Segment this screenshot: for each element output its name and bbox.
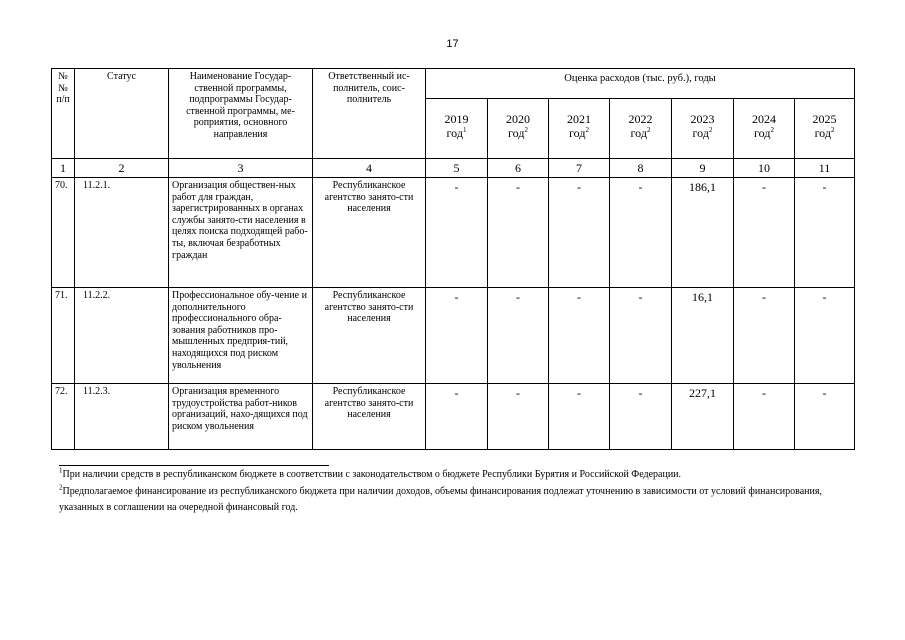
- footnote-text: Предполагаемое финансирование из республиканского бюджета при наличии доходов, объемы финансирования подлежат уточнению в зависимости от условий финансирования, указанных в соглашении на очередной финансовый год.: [59, 485, 822, 513]
- footnote-mark: 2: [646, 126, 651, 134]
- row-status: 11.2.3.: [75, 384, 169, 450]
- row-value: -: [795, 288, 855, 384]
- column-number-cell: 9: [672, 159, 734, 178]
- column-numbers-row: [52, 159, 855, 178]
- year-value: 2021: [567, 112, 591, 126]
- row-value: 186,1: [672, 178, 734, 288]
- column-number-cell: 5: [426, 159, 488, 178]
- row-value: -: [488, 384, 549, 450]
- footnote: [59, 484, 859, 517]
- row-number: 70.: [52, 178, 75, 288]
- row-value: -: [734, 384, 795, 450]
- row-value: -: [549, 288, 610, 384]
- row-value: -: [795, 178, 855, 288]
- year-value: 2023: [690, 112, 715, 126]
- footnotes: [59, 465, 859, 517]
- budget-table: [51, 68, 855, 450]
- year-value: 2020: [506, 112, 530, 126]
- footnote-mark: 2: [585, 126, 589, 134]
- year-value: 2022: [628, 112, 653, 126]
- column-number-cell: 11: [795, 159, 855, 178]
- header-year-2024: [734, 99, 795, 159]
- header-row-top: [52, 69, 855, 99]
- row-value: -: [734, 178, 795, 288]
- footnote-mark: 2: [770, 126, 774, 134]
- row-value: 16,1: [672, 288, 734, 384]
- year-word: год: [692, 126, 709, 140]
- header-year-2021: [549, 99, 610, 159]
- row-executor: Республиканское агентство занято-сти населения: [313, 288, 426, 384]
- column-number-cell: 3: [169, 159, 313, 178]
- footnote-text: При наличии средств в республиканском бюджете в соответствии с законодательством о бюджете Республики Бурятия и Российской Федерации.: [62, 469, 682, 480]
- row-executor: Республиканское агентство занято-сти населения: [313, 178, 426, 288]
- table-row: [52, 384, 855, 450]
- column-number-cell: 8: [610, 159, 672, 178]
- row-name: Организация обществен-ных работ для граждан, зарегистрированных в органах службы занято-сти населения в целях поиска подходящей рабо-ты, включая безработных граждан: [169, 178, 313, 288]
- year-value: 2024: [752, 112, 776, 126]
- row-value: -: [610, 384, 672, 450]
- row-value: -: [488, 178, 549, 288]
- row-value: -: [795, 384, 855, 450]
- header-year-2022: [610, 99, 672, 159]
- page-number: 17: [446, 38, 459, 50]
- column-number-cell: 2: [75, 159, 169, 178]
- row-executor: Республиканское агентство занято-сти населения: [313, 384, 426, 450]
- row-name: Профессиональное обу-чение и дополнительного профессионального обра-зования работников про-мышленных предприя-тий, находящихся под риском увольнения: [169, 288, 313, 384]
- row-value: -: [610, 288, 672, 384]
- row-value: -: [488, 288, 549, 384]
- footnote-mark: 1: [59, 466, 63, 475]
- table-row: [52, 178, 855, 288]
- year-word: год: [630, 126, 647, 140]
- header-year-2025: [795, 99, 855, 159]
- header-col-status: Статус: [75, 69, 169, 159]
- footnote-separator: [59, 465, 329, 466]
- footnote: [59, 467, 859, 484]
- row-number: 71.: [52, 288, 75, 384]
- header-year-2019: [426, 99, 488, 159]
- year-value: 2019: [444, 112, 469, 126]
- row-value: 227,1: [672, 384, 734, 450]
- footnote-mark: 1: [462, 126, 467, 134]
- footnote-mark: 2: [830, 126, 835, 134]
- header-year-2023: [672, 99, 734, 159]
- header-estimate: Оценка расходов (тыс. руб.), годы: [426, 69, 855, 99]
- row-name: Организация временного трудоустройства работ-ников организаций, нахо-дящихся под риском увольнения: [169, 384, 313, 450]
- column-number-cell: 7: [549, 159, 610, 178]
- year-value: 2025: [812, 112, 837, 126]
- row-value: -: [426, 384, 488, 450]
- header-col-name: Наименование Государ-ственной программы, подпрограммы Государ-ственной программы, ме-роприятия, основного направления: [169, 69, 313, 159]
- year-word: год: [508, 126, 525, 140]
- header-col-executor: Ответственный ис-полнитель, соис-полнитель: [313, 69, 426, 159]
- header-col-number: № № п/п: [52, 69, 75, 159]
- year-word: год: [446, 126, 463, 140]
- row-status: 11.2.2.: [75, 288, 169, 384]
- year-word: год: [754, 126, 771, 140]
- footnote-mark: 2: [59, 483, 63, 492]
- year-word: год: [569, 126, 586, 140]
- footnote-mark: 2: [708, 126, 713, 134]
- table-body: [52, 178, 855, 450]
- column-number-cell: 6: [488, 159, 549, 178]
- table-row: [52, 288, 855, 384]
- header-year-2020: [488, 99, 549, 159]
- footnote-mark: 2: [524, 126, 528, 134]
- column-number-cell: 1: [52, 159, 75, 178]
- column-number-cell: 4: [313, 159, 426, 178]
- row-value: -: [426, 178, 488, 288]
- row-value: -: [426, 288, 488, 384]
- row-value: -: [610, 178, 672, 288]
- row-number: 72.: [52, 384, 75, 450]
- footnote-list: [59, 467, 859, 517]
- row-value: -: [549, 178, 610, 288]
- row-value: -: [549, 384, 610, 450]
- column-number-cell: 10: [734, 159, 795, 178]
- year-word: год: [814, 126, 831, 140]
- row-status: 11.2.1.: [75, 178, 169, 288]
- row-value: -: [734, 288, 795, 384]
